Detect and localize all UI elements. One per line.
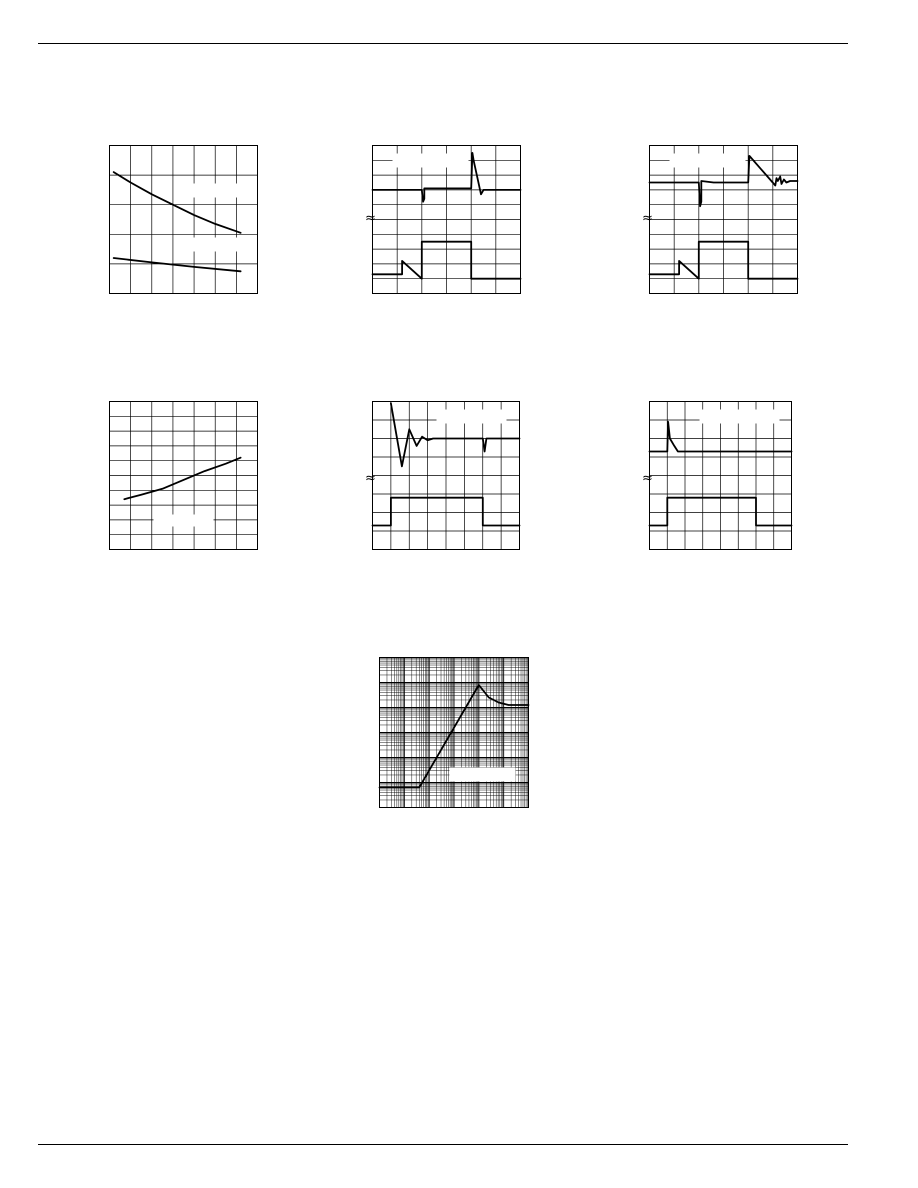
chart-panel-7 <box>379 657 529 808</box>
chart-plot-4 <box>109 401 258 550</box>
chart-panel-3 <box>649 145 798 294</box>
chart-panel-5 <box>372 401 520 550</box>
chart-panel-1 <box>109 145 258 294</box>
chart-plot-6 <box>649 401 792 550</box>
label-box <box>450 768 516 782</box>
chart-panel-6 <box>649 401 792 550</box>
label-box <box>437 410 507 424</box>
label-box <box>190 184 238 198</box>
chart-panel-2 <box>372 145 521 294</box>
chart-plot-5 <box>372 401 520 550</box>
chart-panel-4 <box>109 401 258 550</box>
label-box <box>190 238 238 252</box>
chart-plot-1 <box>109 145 258 294</box>
label-box <box>393 154 469 168</box>
axis-break-symbol-2: ≈ <box>365 211 376 226</box>
bottom-rule <box>38 1144 848 1145</box>
axis-break-symbol-6: ≈ <box>642 471 653 486</box>
axis-break-symbol-3: ≈ <box>642 211 653 226</box>
chart-plot-2 <box>372 145 521 294</box>
top-rule <box>38 43 848 44</box>
chart-plot-7 <box>379 657 529 808</box>
axis-break-symbol-5: ≈ <box>365 471 376 486</box>
label-box <box>700 410 780 424</box>
label-box <box>670 154 746 168</box>
chart-plot-3 <box>649 145 798 294</box>
label-box <box>154 515 214 527</box>
